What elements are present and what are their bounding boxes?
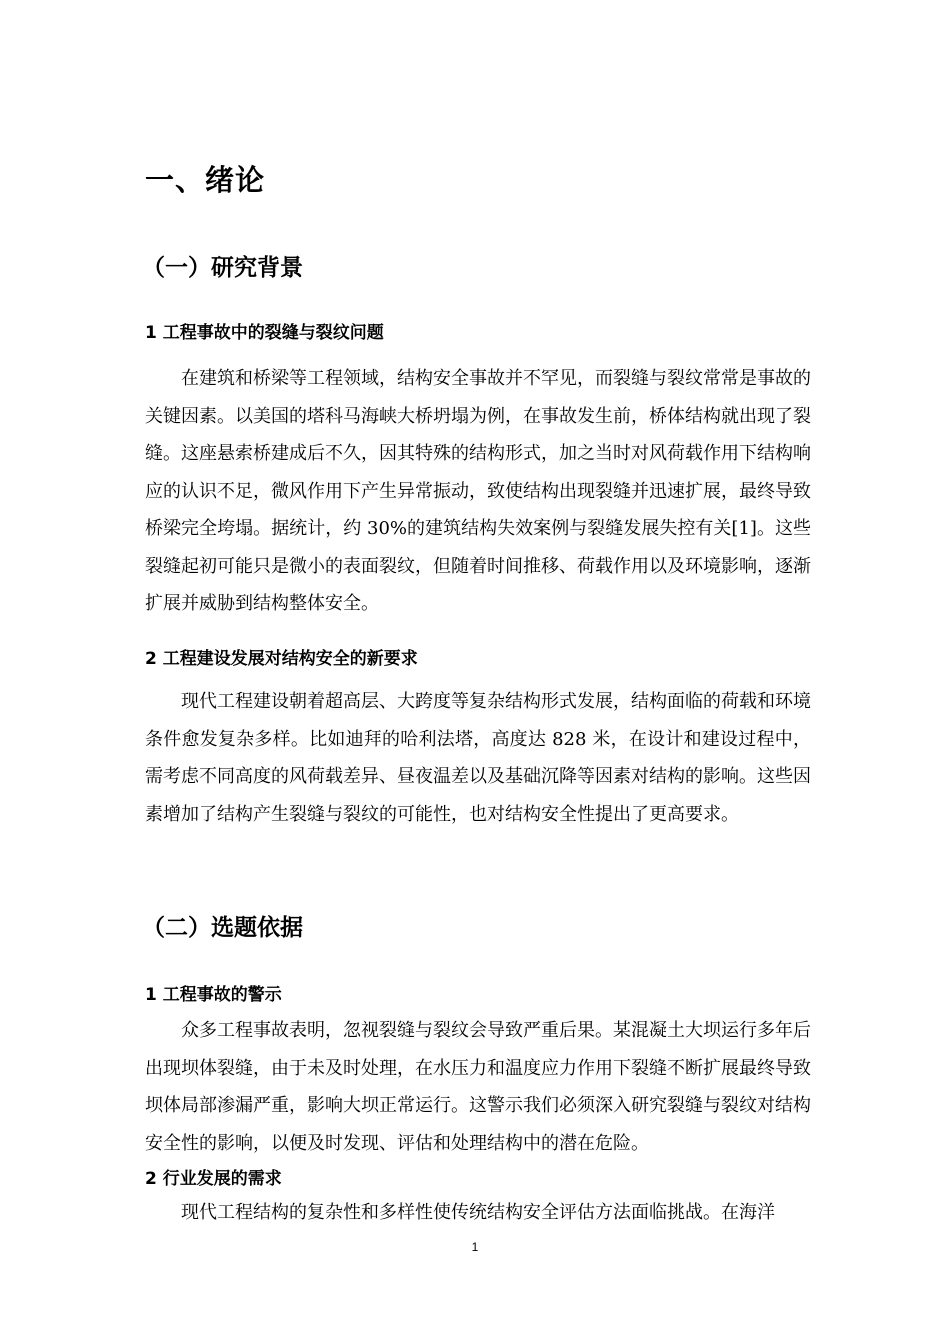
subsection-heading-accident-warning: 1 工程事故的警示 [145,985,282,1005]
paragraph-accident-warning: 众多工程事故表明，忽视裂缝与裂纹会导致严重后果。某混凝土大坝运行多年后出现坝体裂缝，由于未及时处理，在水压力和温度应力作用下裂缝不断扩展最终导致坝体局部渗漏严重，影响大坝正常运行。这警示我们必须深入研究裂缝与裂纹对结构安全性的影响，以便及时发现、评估和处理结构中的潜在危险。 [145,1020,811,1154]
paragraph-crack-problems: 在建筑和桥梁等工程领域，结构安全事故并不罕见，而裂缝与裂纹常常是事故的关键因素。以美国的塔科马海峡大桥坍塌为例，在事故发生前，桥体结构就出现了裂缝。这座悬索桥建成后不久，因其特殊的结构形式，加之当时对风荷载作用下结构响应的认识不足，微风作用下产生异常振动，致使结构出现裂缝并迅速扩展，最终导致桥梁完全垮塌。据统计，约 30%的建筑结构失效案例与裂缝发展失控有关[1]。这些裂缝起初可能只是微小的表面裂纹，但随着时间推移、荷载作用以及环境影响，逐渐扩展并威胁到结构整体安全。 [145,368,811,614]
subsection-heading-new-requirements: 2 工程建设发展对结构安全的新要求 [145,649,418,669]
chapter-title: 一、绪论 [145,163,266,197]
subsection-heading-crack-problems: 1 工程事故中的裂缝与裂纹问题 [145,323,384,343]
subsection-heading-industry-needs: 2 行业发展的需求 [145,1169,282,1189]
page-number: 1 [471,1240,479,1254]
section-heading-topic-basis: （二）选题依据 [142,915,303,941]
section-heading-background: （一）研究背景 [142,255,303,281]
paragraph-industry-needs: 现代工程结构的复杂性和多样性使传统结构安全评估方法面临挑战。在海洋 [181,1202,775,1223]
paragraph-new-requirements: 现代工程建设朝着超高层、大跨度等复杂结构形式发展，结构面临的荷载和环境条件愈发复杂多样。比如迪拜的哈利法塔，高度达 828 米，在设计和建设过程中，需考虑不同高度的风荷载差异、昼夜温差以及基础沉降等因素对结构的影响。这些因素增加了结构产生裂缝与裂纹的可能性，也对结构安全性提出了更高要求。 [145,691,811,825]
